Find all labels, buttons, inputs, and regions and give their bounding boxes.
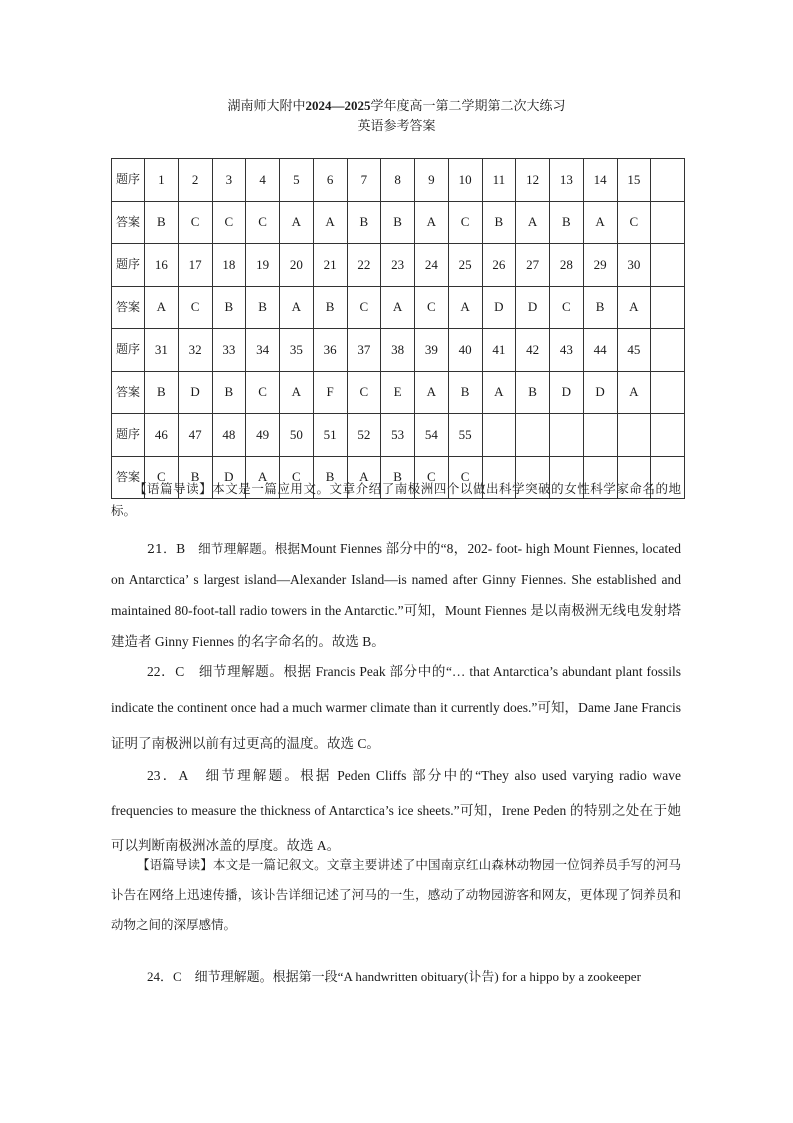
answer-cell: B xyxy=(178,456,212,499)
question-number-cell: 17 xyxy=(178,244,212,287)
question-number-cell: 29 xyxy=(583,244,617,287)
question-number-cell: 10 xyxy=(448,159,482,202)
question-number-cell: 7 xyxy=(347,159,381,202)
question-row-label: 题序 xyxy=(112,159,145,202)
question-number-cell: 46 xyxy=(145,414,179,457)
question-number-cell: 9 xyxy=(415,159,449,202)
answer-row xyxy=(112,371,685,414)
answer-cell: B xyxy=(516,371,550,414)
answer-cell: A xyxy=(415,371,449,414)
question-number-cell: 1 xyxy=(145,159,179,202)
question-row xyxy=(112,414,685,457)
answer-cell: A xyxy=(617,286,651,329)
question-number-cell: 3 xyxy=(212,159,246,202)
question-number-cell: 49 xyxy=(246,414,280,457)
answer-row-label: 答案 xyxy=(112,456,145,499)
answer-cell: B xyxy=(313,286,347,329)
question-number-cell: 55 xyxy=(448,414,482,457)
question-number-cell: 37 xyxy=(347,329,381,372)
answer-cell: B xyxy=(381,201,415,244)
answer-row xyxy=(112,201,685,244)
answer-cell: D xyxy=(550,371,584,414)
answer-cell: A xyxy=(280,371,314,414)
empty-cell xyxy=(651,414,685,457)
question-number-cell: 22 xyxy=(347,244,381,287)
question-number-cell: 2 xyxy=(178,159,212,202)
question-row-label: 题序 xyxy=(112,244,145,287)
question-number-cell: 19 xyxy=(246,244,280,287)
question-number-cell: 42 xyxy=(516,329,550,372)
question-row-label: 题序 xyxy=(112,329,145,372)
answer-cell: B xyxy=(212,371,246,414)
question-number-cell: 14 xyxy=(583,159,617,202)
answer-cell: C xyxy=(415,286,449,329)
question-number-cell: 35 xyxy=(280,329,314,372)
question-number-cell: 39 xyxy=(415,329,449,372)
question-number-cell: 6 xyxy=(313,159,347,202)
answer-cell: C xyxy=(178,201,212,244)
empty-cell xyxy=(651,244,685,287)
answer-cell: A xyxy=(617,371,651,414)
answer-row-label: 答案 xyxy=(112,371,145,414)
answer-cell: C xyxy=(550,286,584,329)
question-number-cell: 53 xyxy=(381,414,415,457)
question-row xyxy=(112,329,685,372)
explanation-q22: 22．C 细节理解题。根据 Francis Peak 部分中的“… that Antarctica’s abundant plant fossils indicate the continent once had a much warmer climate than it currently does.”可知，Dame Jane Francis 证明了南极洲以前有过更高的温度。故选 C。 xyxy=(111,664,681,751)
answer-cell: C xyxy=(246,371,280,414)
question-number-cell: 24 xyxy=(415,244,449,287)
answer-cell: C xyxy=(415,456,449,499)
answer-cell: C xyxy=(347,286,381,329)
answer-cell: F xyxy=(313,371,347,414)
question-number-cell: 41 xyxy=(482,329,516,372)
explanation-q21: 21．B 细节理解题。根据Mount Fiennes 部分中的“8，202- foot- high Mount Fiennes, located on Antarctica’ s largest island—Alexander Island—is named after Ginny Fiennes. She established and maintained 80-foot-tall radio towers in the Antarctic.”可知，Mount Fiennes 是以南极洲无线电发射塔建造者 Ginny Fiennes 的名字命名的。故选 B。 xyxy=(111,541,681,649)
answer-cell: A xyxy=(415,201,449,244)
answer-cell: A xyxy=(145,286,179,329)
question-number-cell: 23 xyxy=(381,244,415,287)
question-row xyxy=(112,159,685,202)
answer-cell: C xyxy=(145,456,179,499)
question-number-cell xyxy=(550,414,584,457)
question-number-cell: 26 xyxy=(482,244,516,287)
page-subtitle: 英语参考答案 xyxy=(357,119,436,134)
answer-cell: A xyxy=(448,286,482,329)
question-number-cell: 44 xyxy=(583,329,617,372)
question-number-cell: 8 xyxy=(381,159,415,202)
answer-cell: B xyxy=(381,456,415,499)
question-number-cell: 51 xyxy=(313,414,347,457)
question-number-cell: 11 xyxy=(482,159,516,202)
empty-cell xyxy=(651,329,685,372)
question-number-cell: 48 xyxy=(212,414,246,457)
question-number-cell: 47 xyxy=(178,414,212,457)
answer-cell: B xyxy=(448,371,482,414)
passage-guide-2: 【语篇导读】本文是一篇记叙文。文章主要讲述了中国南京红山森林动物园一位饲养员手写的河马讣告在网络上迅速传播，该讣告详细记述了河马的一生，感动了动物园游客和网友，更体现了饲养员和动物之间的深厚感情。 xyxy=(111,857,681,932)
answer-cell: C xyxy=(448,456,482,499)
question-number-cell: 5 xyxy=(280,159,314,202)
question-number-cell: 43 xyxy=(550,329,584,372)
empty-cell xyxy=(651,201,685,244)
question-number-cell: 52 xyxy=(347,414,381,457)
answer-cell: C xyxy=(617,201,651,244)
answer-cell: B xyxy=(583,286,617,329)
explanation-q24: 24．C 细节理解题。根据第一段“A handwritten obituary(讣告) for a hippo by a zookeeper xyxy=(147,969,641,984)
empty-cell xyxy=(651,371,685,414)
question-number-cell: 45 xyxy=(617,329,651,372)
question-number-cell: 32 xyxy=(178,329,212,372)
question-number-cell xyxy=(583,414,617,457)
question-number-cell: 34 xyxy=(246,329,280,372)
answer-cell: A xyxy=(482,371,516,414)
question-number-cell: 20 xyxy=(280,244,314,287)
answer-cell: B xyxy=(482,201,516,244)
answer-cell: A xyxy=(583,201,617,244)
question-number-cell: 54 xyxy=(415,414,449,457)
question-number-cell: 40 xyxy=(448,329,482,372)
question-row xyxy=(112,244,685,287)
question-number-cell: 21 xyxy=(313,244,347,287)
answer-cell: E xyxy=(381,371,415,414)
answer-table xyxy=(111,158,685,499)
question-number-cell: 27 xyxy=(516,244,550,287)
answer-cell: D xyxy=(516,286,550,329)
answer-cell: A xyxy=(347,456,381,499)
question-number-cell: 50 xyxy=(280,414,314,457)
answer-cell: D xyxy=(583,371,617,414)
answer-cell: A xyxy=(381,286,415,329)
answer-cell: C xyxy=(448,201,482,244)
page-title: 湖南师大附中2024—2025学年度高一第二学期第二次大练习 xyxy=(227,98,566,114)
answer-row xyxy=(112,286,685,329)
answer-cell: B xyxy=(246,286,280,329)
question-number-cell: 12 xyxy=(516,159,550,202)
explanation-q23: 23．A 细节理解题。根据 Peden Cliffs 部分中的“They also used varying radio wave frequencies to measure the thickness of Antarctica’s ice sheets.”可知，Irene Peden 的特别之处在于她可以判断南极洲冰盖的厚度。故选 A。 xyxy=(111,768,681,853)
answer-cell: A xyxy=(280,286,314,329)
answer-cell: C xyxy=(246,201,280,244)
answer-cell: D xyxy=(178,371,212,414)
question-number-cell xyxy=(617,414,651,457)
question-number-cell: 36 xyxy=(313,329,347,372)
answer-cell: A xyxy=(246,456,280,499)
question-number-cell: 31 xyxy=(145,329,179,372)
question-row-label: 题序 xyxy=(112,414,145,457)
answer-cell: C xyxy=(178,286,212,329)
answer-cell: B xyxy=(145,371,179,414)
question-number-cell: 13 xyxy=(550,159,584,202)
answer-cell: A xyxy=(280,201,314,244)
passage-guide-1: 【语篇导读】本文是一篇应用文。文章介绍了南极洲四个以做出科学突破的女性科学家命名的地标。 xyxy=(111,481,681,518)
question-number-cell: 30 xyxy=(617,244,651,287)
answer-cell: B xyxy=(145,201,179,244)
question-number-cell xyxy=(482,414,516,457)
answer-cell: A xyxy=(516,201,550,244)
question-number-cell: 15 xyxy=(617,159,651,202)
question-number-cell: 38 xyxy=(381,329,415,372)
answer-row-label: 答案 xyxy=(112,201,145,244)
question-number-cell: 4 xyxy=(246,159,280,202)
empty-cell xyxy=(651,159,685,202)
question-number-cell xyxy=(516,414,550,457)
question-number-cell: 28 xyxy=(550,244,584,287)
question-number-cell: 18 xyxy=(212,244,246,287)
answer-cell: C xyxy=(212,201,246,244)
answer-cell: B xyxy=(550,201,584,244)
answer-cell: C xyxy=(347,371,381,414)
answer-cell: D xyxy=(212,456,246,499)
answer-cell: D xyxy=(482,286,516,329)
question-number-cell: 25 xyxy=(448,244,482,287)
answer-cell: A xyxy=(313,201,347,244)
answer-cell: B xyxy=(347,201,381,244)
answer-cell: B xyxy=(313,456,347,499)
question-number-cell: 33 xyxy=(212,329,246,372)
empty-cell xyxy=(651,286,685,329)
answer-cell: B xyxy=(212,286,246,329)
answer-row-label: 答案 xyxy=(112,286,145,329)
answer-cell: C xyxy=(280,456,314,499)
question-number-cell: 16 xyxy=(145,244,179,287)
